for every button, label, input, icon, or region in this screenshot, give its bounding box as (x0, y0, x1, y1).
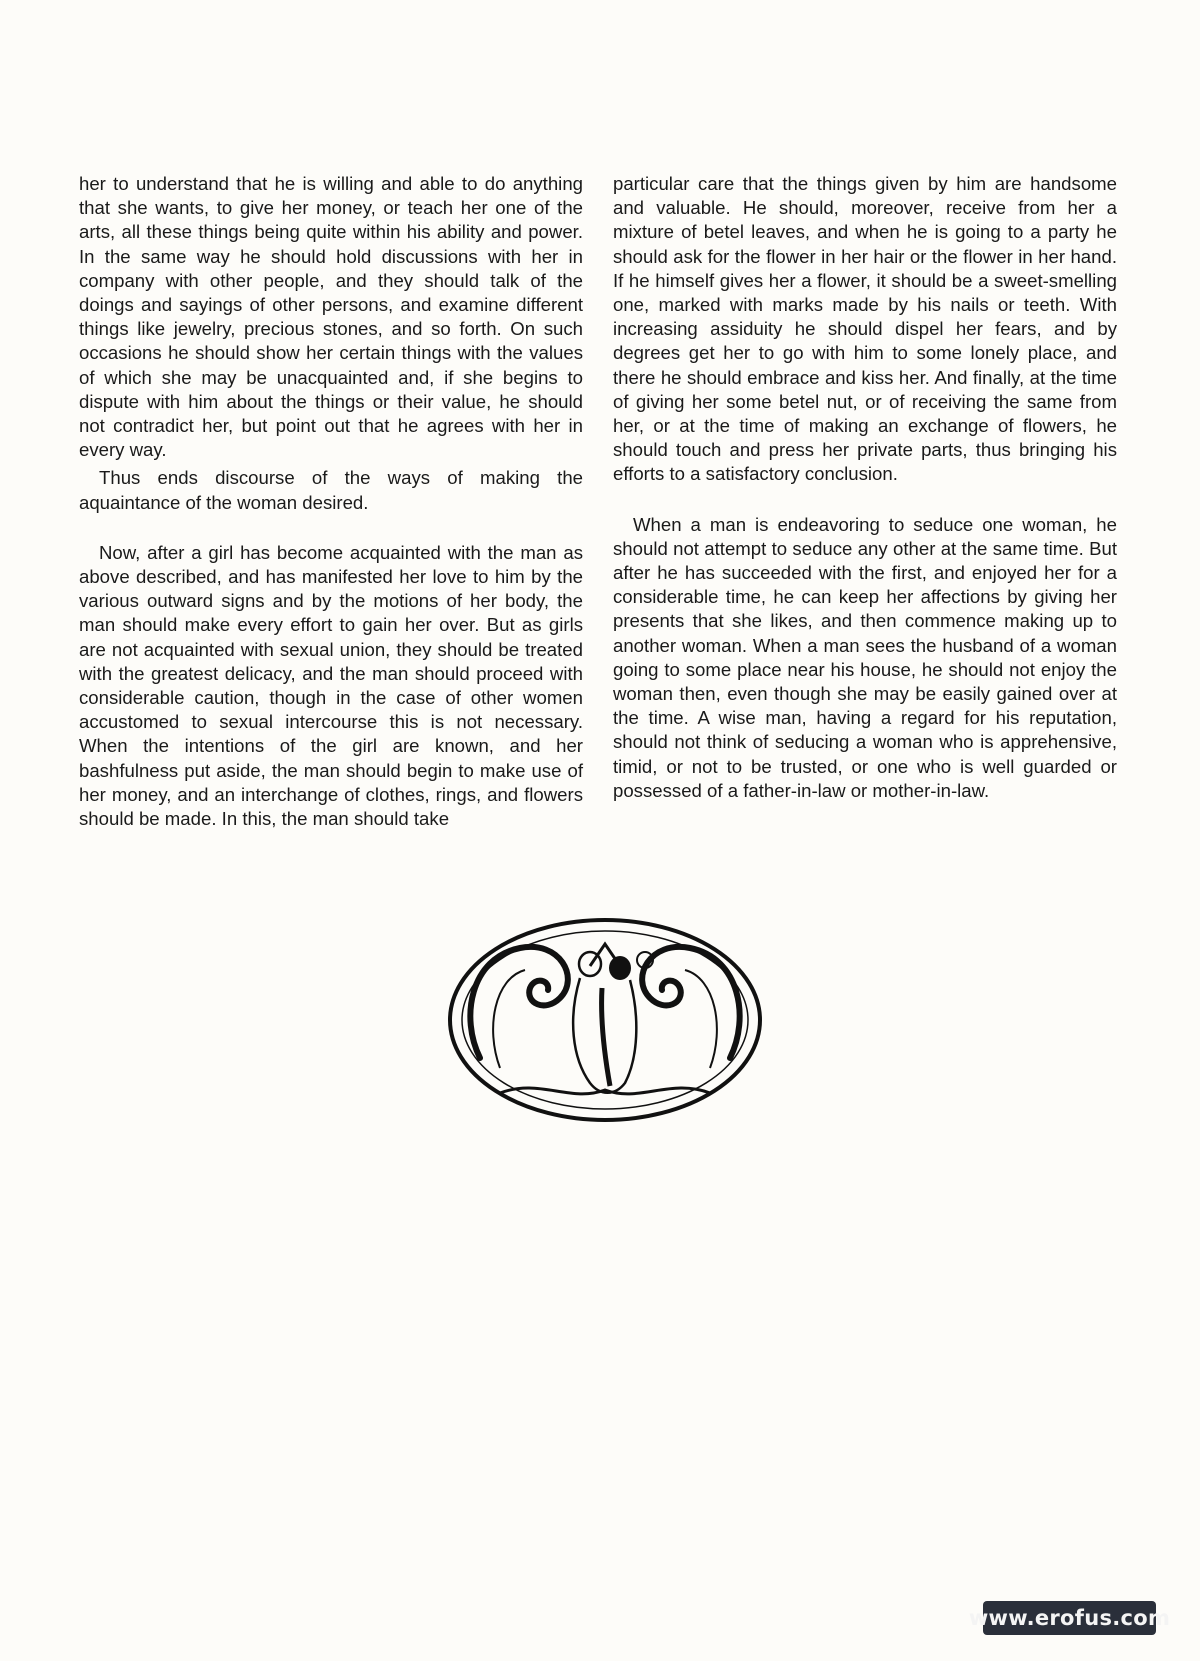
right-text-column (613, 172, 1117, 803)
paragraph: particular care that the things given by him are handsome and valuable. He should, moreover, receive from her a mixture of betel leaves, and when he is going to a party he should ask for the flower in her hair or the flower in her hand. If he himself gives her a flower, it should be a sweet-smelling one, marked with marks made by his nails or teeth. With increasing assiduity he should dispel her fears, and by degrees get her to go with him to some lonely place, and there he should embrace and kiss her. And finally, at the time of giving her some betel nut, or of receiving the same from her, or at the time of making an exchange of flowers, he should touch and press her private parts, thus bringing his efforts to a satisfactory conclusion. (613, 173, 1117, 485)
paragraph: When a man is endeavoring to seduce one woman, he should not attempt to seduce any other at the same time. But after he has succeeded with the first, and enjoyed her for a considerable time, he can keep her affections by giving her presents that she likes, and then commence making up to another woman. When a man sees the husband of a woman going to some place near his house, he should not enjoy the woman then, even though she may be easily gained over at the time. A wise man, having a regard for his reputation, should not think of seducing a woman who is apprehensive, timid, or not to be trusted, or one who is well guarded or possessed of a father-in-law or mother-in-law. (613, 513, 1117, 801)
paragraph: her to understand that he is willing and able to do anything that she wants, to give her money, or teach her one of the arts, all these things being quite within his ability and power. In the same way he should hold discussions with her in company with other people, and they should talk of the doings and sayings of other persons, and examine different things like jewelry, precious stones, and so forth. On such occasions he should show her certain things with the values of which she may be unacquainted and, if she begins to dispute with him about the things or their value, he should not contradict her, but point out that he agrees with her in every way. (79, 173, 583, 461)
left-text-column (79, 172, 583, 831)
watermark-badge: www.erofus.com (983, 1601, 1156, 1635)
paragraph: Thus ends discourse of the ways of making the aquaintance of the woman desired. (79, 467, 583, 513)
ornamental-vignette-icon (440, 908, 770, 1126)
paragraph: Now, after a girl has become acquainted with the man as above described, and has manifested her love to him by the various outward signs and by the motions of her body, the man should make every effort to gain her over. But as girls are not acquainted with sexual union, they should be treated with the greatest delicacy, and the man should proceed with considerable caution, though in the case of other women accustomed to sexual intercourse this is not necessary. When the intentions of the girl are known, and her bashfulness put aside, the man should begin to make use of her money, and an interchange of clothes, rings, and flowers should be made. In this, the man should take (79, 541, 583, 830)
